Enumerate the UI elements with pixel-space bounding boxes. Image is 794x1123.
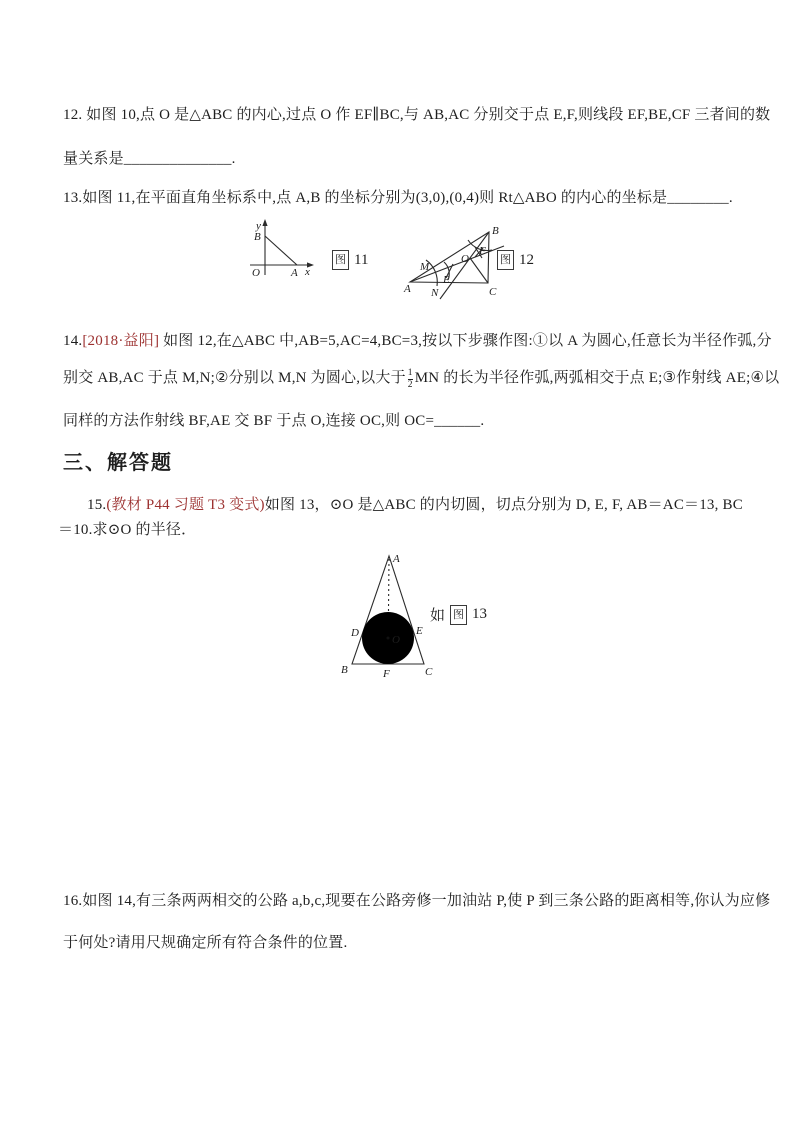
- problem-15-number: 15.: [87, 497, 107, 513]
- fig12-label-m: M: [420, 261, 430, 273]
- fraction-one-half: [408, 369, 413, 391]
- section-header: 三、解答题: [63, 452, 173, 474]
- fig11-label-y-axis: y: [256, 220, 261, 232]
- problem-15-line-2: ＝10.求⊙O 的半径．: [58, 522, 197, 538]
- fig13-label-c: C: [425, 666, 433, 678]
- problem-16-line-1: 16.如图 14,有三条两两相交的公路 a,b,c,现要在公路旁修一加油站 P,使 P 到三条公路的距离相等,你认为应修: [63, 893, 771, 909]
- fig12-label-a: A: [404, 283, 411, 295]
- fig13-label-a: A: [393, 553, 400, 565]
- figure-11-coordinate-triangle: [248, 218, 338, 280]
- problem-14-number: 14.: [63, 333, 83, 349]
- fig11-label-x-axis: x: [305, 266, 310, 278]
- problem-15-source-tag: (教材 P44 习题 T3 变式): [106, 497, 265, 513]
- figure-13-caption: [430, 604, 487, 625]
- fig13-label-d: D: [351, 627, 359, 639]
- fig12-label-e: E: [443, 274, 450, 286]
- fig13-label-f: F: [383, 668, 390, 680]
- figure-11-caption: [332, 250, 368, 270]
- problem-14-line-2: [63, 366, 779, 391]
- fig12-label-c: C: [489, 286, 497, 298]
- problem-13-line-1: 13.如图 11,在平面直角坐标系中,点 A,B 的坐标分别为(3,0),(0,4)则 Rt△ABO 的内心的坐标是________.: [63, 190, 733, 206]
- fraction-denominator: 2: [407, 380, 413, 390]
- fig11-label-origin: O: [252, 267, 260, 279]
- figure-glyph-icon: 图: [332, 250, 349, 270]
- figure-glyph-icon: 图: [450, 605, 467, 625]
- fig11-label-point-a: A: [291, 267, 298, 279]
- figure-13-incircle-triangle: [328, 549, 438, 679]
- figure-13-caption-number: 13: [472, 606, 488, 622]
- figure-12-caption: [497, 250, 534, 270]
- problem-14-line-2-text-a: 别交 AB,AC 于点 M,N;②分别以 M,N 为圆心,以大于: [63, 370, 406, 386]
- center-point-o: [387, 637, 390, 640]
- hypotenuse-ab: [265, 236, 297, 265]
- problem-12-line-2: 量关系是______________.: [63, 151, 236, 167]
- problem-15-line-1-text: 如图 13，⊙O 是△ABC 的内切圆，切点分别为 D, E, F, AB＝AC＝13, BC: [264, 497, 743, 513]
- figure-11-caption-number: 11: [354, 251, 369, 268]
- problem-14-line-2-text-b: MN 的长为半径作弧,两弧相交于点 E;③作射线 AE;④以: [414, 370, 780, 386]
- problem-15-line-1: [87, 493, 743, 514]
- fig11-label-point-b: B: [254, 231, 261, 243]
- fig12-label-b: B: [492, 225, 499, 237]
- problem-14-line-1-text: 如图 12,在△ABC 中,AB=5,AC=4,BC=3,按以下步骤作图:①以 A 为圆心,任意长为半径作弧,分: [159, 333, 772, 349]
- problem-14-line-3: 同样的方法作射线 BF,AE 交 BF 于点 O,连接 OC,则 OC=______.: [63, 413, 485, 429]
- problem-14-source-tag: [2018·益阳]: [82, 333, 160, 349]
- fig12-label-o: O: [461, 253, 469, 265]
- problem-12-line-1: 12. 如图 10,点 O 是△ABC 的内心,过点 O 作 EF∥BC,与 AB,AC 分别交于点 E,F,则线段 EF,BE,CF 三者间的数: [63, 107, 771, 123]
- figure-glyph-icon: 图: [497, 250, 514, 270]
- fig13-label-o: O: [392, 634, 400, 646]
- fig12-label-n: N: [431, 287, 439, 299]
- fig13-label-b: B: [341, 664, 348, 676]
- figure-12-caption-number: 12: [519, 251, 534, 268]
- fig12-label-f: F: [479, 245, 486, 257]
- y-axis-arrow-icon: [262, 219, 267, 226]
- segment-oc: [470, 258, 488, 283]
- fraction-numerator: 1: [407, 367, 413, 378]
- problem-16-line-2: 于何处?请用尺规确定所有符合条件的位置.: [63, 935, 348, 951]
- fig13-label-e: E: [416, 625, 423, 637]
- problem-14-line-1: [63, 329, 772, 350]
- figure-13-caption-prefix: 如: [430, 608, 446, 624]
